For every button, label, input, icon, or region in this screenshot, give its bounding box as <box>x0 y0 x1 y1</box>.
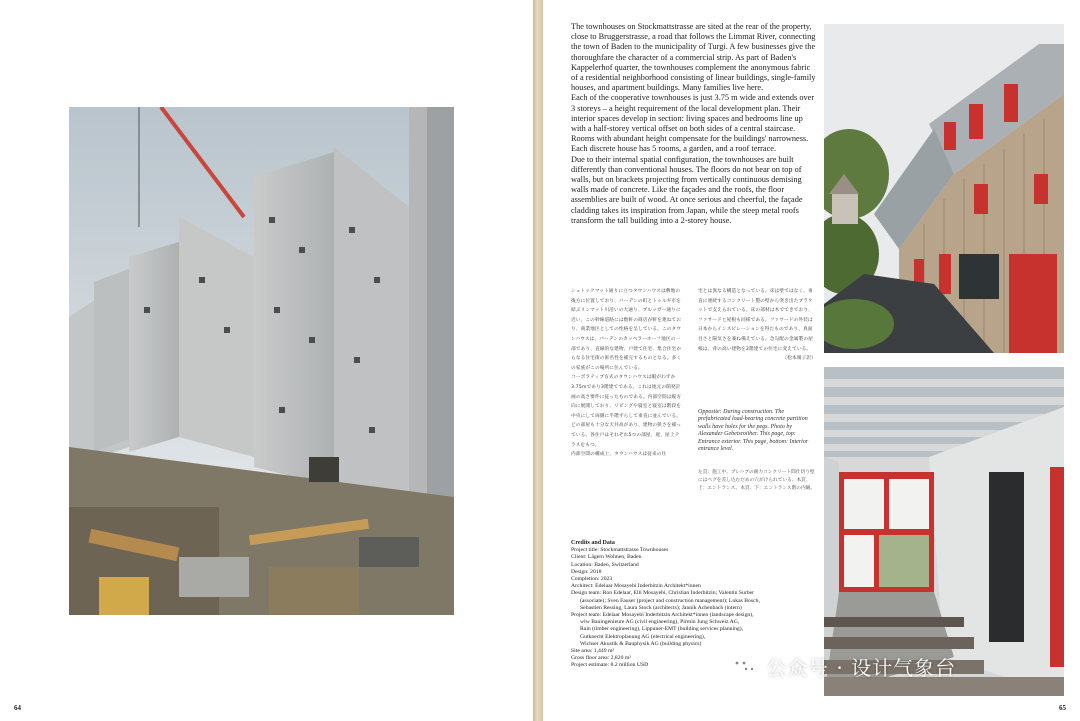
credit-line: Gutknecht Elektroplanung AG (electrical engineering), <box>580 633 706 640</box>
credit-line: (associate); Sven Fauser (project and construction management); Lukas Bosch, <box>580 597 760 604</box>
japanese-paragraph: 内部空間の構成上、タウンハウスは従来の住 <box>571 452 667 458</box>
japanese-paragraph: 宅とは異なる構造となっている。床は壁ではなく、垂直に連続するコンクリート製の壁から突き出たブラケットで支えられている。床の部材は木でできており、ファサードと屋根も同様である。ファサードの外装は日本からインスピレーションを得たものであり、真面目さと陽気さを兼ね備えている。急勾配の金属製の屋根は、背の高い建物を2階建ての住宅に変えている。 <box>698 289 813 352</box>
credit-line: Gross floor area: 2,820 m² <box>571 655 631 662</box>
credit-line: Design team: Ron Edelaar, Elli Mosayebi, Christian Inderbitzin; Valentin Surber <box>571 590 755 597</box>
japanese-paragraph: コーポラティブ方式のタウンハウスは幅がわずか3.75mであり3階建てである。これは地元の開発計画の高さ要件に従ったものである。内部空間は縦方向に展開しており、リビングや寝室と寝室は階段を中央にして両側に半階ずらして垂直に並んでいる。どの部屋も十分な天井高があり、建物の狭さを補っている。各住戸はそれぞれ5つの部屋、庭、屋上テラスをもつ。 <box>571 375 682 448</box>
photo-caption-en: Opposite: During construction. The prefabricated load-bearing concrete partition walls have holes for the pegs. Photo by Alexander Gebetsroither. This page, top: Entrance exterior. This page, bottom: Interior entrance level. <box>698 409 809 453</box>
gutter <box>533 0 543 721</box>
english-body-text <box>571 22 816 226</box>
credits-block <box>571 540 821 670</box>
page-number-right: 65 <box>1059 704 1066 712</box>
watermark-text: 公众号 · 设计气象台 <box>766 656 957 680</box>
exterior-photo <box>824 24 1064 353</box>
credit-line: Site area: 1,449 m² <box>571 648 615 655</box>
left-page <box>0 0 533 721</box>
credit-line: Rain (timber engineering), Lippuner-EMT (building services planning), <box>580 626 744 633</box>
credit-line: wlw Bauingenieure AG (civil engineering), Pirmin Jung Schweiz AG, <box>580 619 740 626</box>
credit-line: Sebastien Ressing, Laura Stock (architects); Jannik Achenbach (intern) <box>580 604 742 611</box>
translator-credit: （松本晴子訳） <box>782 356 816 362</box>
credits-title: Credits and Data <box>571 540 615 546</box>
credit-line: Project title: Stockmattstrasse Townhouses <box>571 547 669 554</box>
credit-line: Project team: Edelaar Mosayebi Inderbitzin Architekt*innen (landscape design), <box>571 612 754 619</box>
watermark <box>729 652 956 681</box>
credit-line: Wichser Akustik & Bauphysik AG (building physics) <box>580 640 702 647</box>
credit-line: Architect: Edelaar Mosayebi Inderbitzin Architekt*innen <box>571 583 701 590</box>
wechat-icon <box>729 655 759 679</box>
japanese-paragraph: シュトックマット通りに立つタウンハウスは敷地の後方に位置しており、バーデンの町とトゥルギ市を結ぶリンマット川沿いの大通り、ブルッガー通りに近い。この幹線道路には数軒の商店が軒を連ねており、商業地区としての性格を呈している。このタウンハウスは、バーデンのカッペラーホーフ地区の一部であり、直線的な建物、戸建て住宅、集合住宅からなる住宅街の匿名性を補完するものとなる。多くの家族がこの場所に住んでいる。 <box>571 289 682 371</box>
construction-photo <box>69 107 454 615</box>
credit-line: Client: Lägern Wohnen, Baden <box>571 554 642 561</box>
page-number-left: 64 <box>14 704 21 712</box>
photo-caption-jp: 左頁：施工中。プレハブの耐力コンクリート間仕切り壁にはペグを差し込むだめの穴がけられている。本頁、上：エントランス。本頁、下：エントランス階の内観。 <box>698 470 816 491</box>
japanese-column-1 <box>571 287 683 460</box>
interior-photo <box>824 367 1064 696</box>
credit-line: Completion: 2023 <box>571 576 613 583</box>
english-paragraph-1: The townhouses on Stockmattstrasse are sited at the rear of the property, close to Bruggerstrasse, a road that follows the Limmat River, connecting the town of Baden to the municipality of Turgi. A few businesses give the thoroughfare the character of a commercial strip. As part of Baden's Kappelerhof quarter, the townhouses complement the anonymous fabric of a residential neighborhood consisting of linear buildings, single-family houses, and apartment buildings. Many families live here. <box>571 22 816 93</box>
english-paragraph-2: Each of the cooperative townhouses is just 3.75 m wide and extends over 3 storeys – a height requirement of the local development plan. Their interior spaces develop in section: living spaces and bedrooms line up with a half-storey vertical offset on both sides of a central staircase. Rooms with abundant height compensate for the buildings' narrowness. Each discrete house has 5 rooms, a garden, and a roof terrace. <box>571 93 815 154</box>
right-page <box>543 0 1080 721</box>
credit-line: Location: Baden, Switzerland <box>571 561 639 568</box>
english-paragraph-3: Due to their internal spatial configuration, the townhouses are built differently than conventional houses. The floors do not bear on top of walls, but on brackets projecting from vertically continuous demising walls made of concrete. Like the façades and the roofs, the floor assemblies are built of wood. At once serious and cheerful, the façade cladding takes its inspiration from Japan, while the steep metal roofs transform the tall building into a 2-storey house. <box>571 154 803 225</box>
credit-line: Project estimate: 8.2 million USD <box>571 662 649 669</box>
japanese-column-2 <box>698 287 816 364</box>
credit-line: Design: 2018 <box>571 568 602 575</box>
